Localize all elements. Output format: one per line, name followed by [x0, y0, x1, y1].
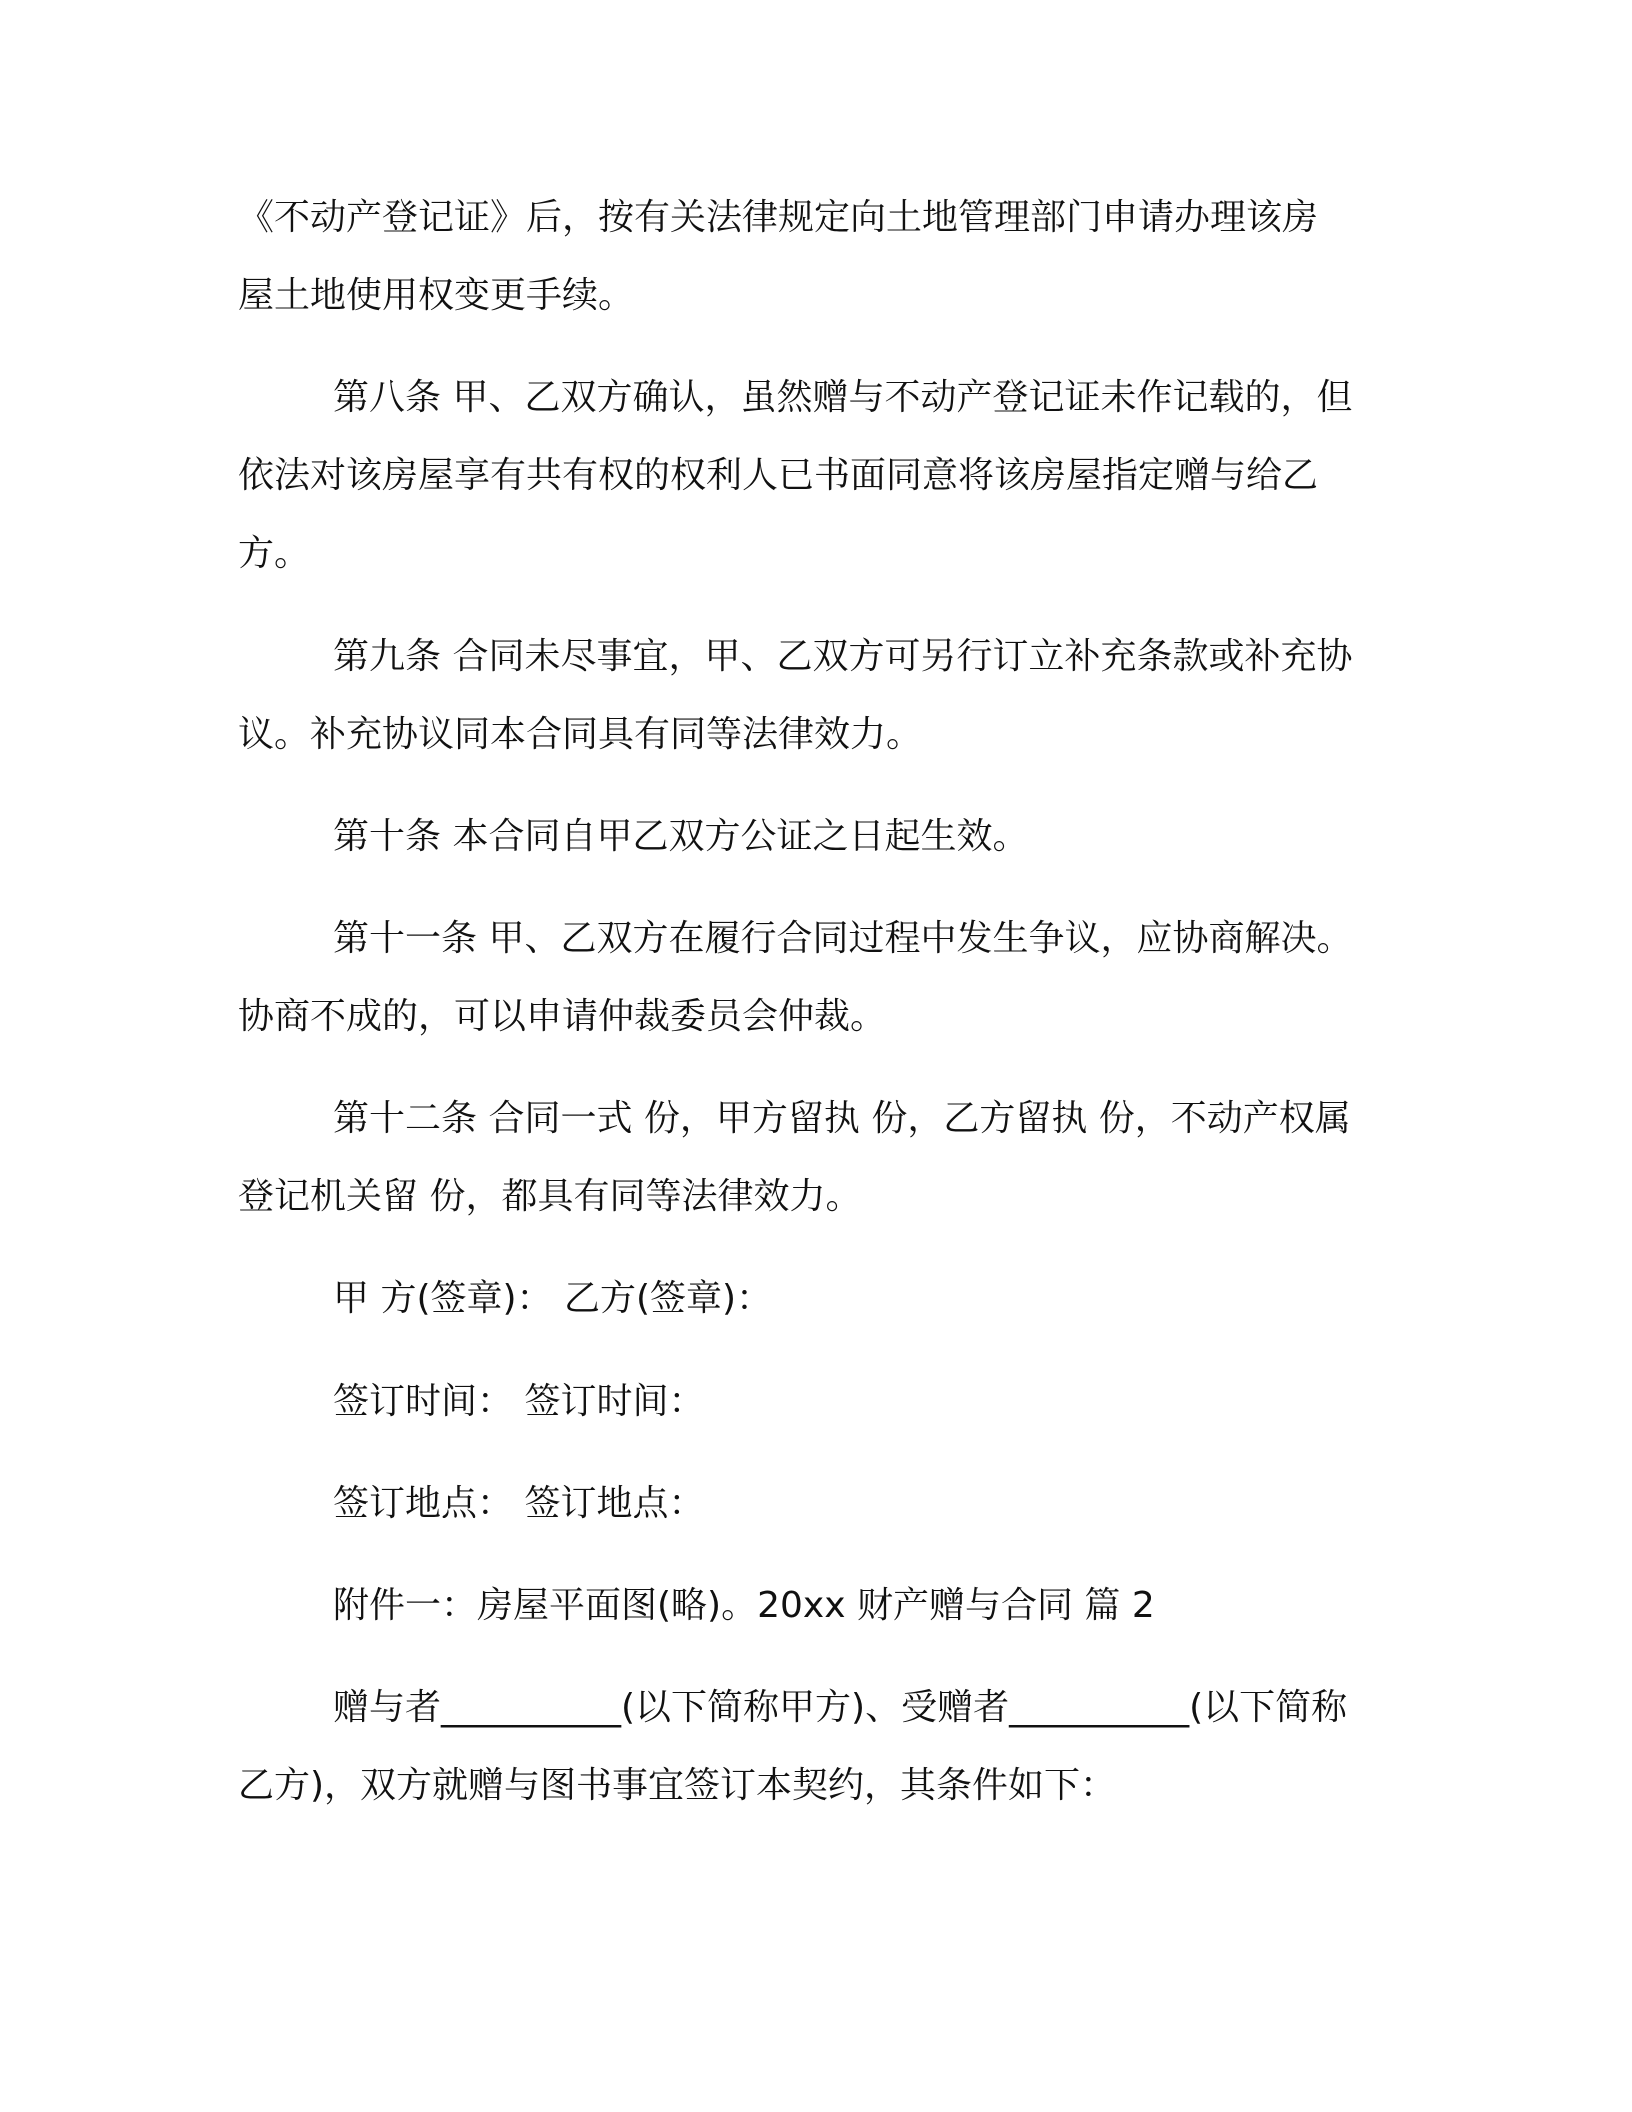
paragraph-line: 乙方)，双方就赠与图书事宜签订本契约，其条件如下： — [238, 1765, 1117, 1806]
paragraph-line: 协商不成的，可以申请仲裁委员会仲裁。 — [238, 996, 887, 1037]
article-12-line: 第十二条 合同一式 份，甲方留执 份，乙方留执 份，不动产权属 — [333, 1098, 1351, 1139]
signing-place-line: 签订地点： 签订地点： — [333, 1483, 705, 1524]
paragraph-line: 《不动产登记证》后，按有关法律规定向土地管理部门申请办理该房 — [238, 197, 1319, 238]
article-10-line: 第十条 本合同自甲乙双方公证之日起生效。 — [333, 816, 1029, 857]
signature-line: 甲 方(签章)： 乙方(签章)： — [333, 1278, 773, 1319]
paragraph-line: 屋土地使用权变更手续。 — [238, 275, 635, 316]
paragraph-line: 依法对该房屋享有共有权的权利人已书面同意将该房屋指定赠与给乙 — [238, 455, 1319, 496]
paragraph-line: 议。补充协议同本合同具有同等法律效力。 — [238, 714, 923, 755]
article-9-line: 第九条 合同未尽事宜，甲、乙双方可另行订立补充条款或补充协 — [333, 636, 1353, 677]
paragraph-line: 登记机关留 份，都具有同等法律效力。 — [238, 1176, 862, 1217]
attachment-line: 附件一：房屋平面图(略)。20xx 财产赠与合同 篇 2 — [333, 1585, 1155, 1626]
article-11-line: 第十一条 甲、乙双方在履行合同过程中发生争议，应协商解决。 — [333, 918, 1353, 959]
paragraph-line: 方。 — [238, 533, 311, 574]
donor-line: 赠与者__________(以下简称甲方)、受赠者__________(以下简称 — [333, 1687, 1348, 1728]
signing-time-line: 签订时间： 签订时间： — [333, 1381, 705, 1422]
article-8-line: 第八条 甲、乙双方确认，虽然赠与不动产登记证未作记载的，但 — [333, 377, 1353, 418]
